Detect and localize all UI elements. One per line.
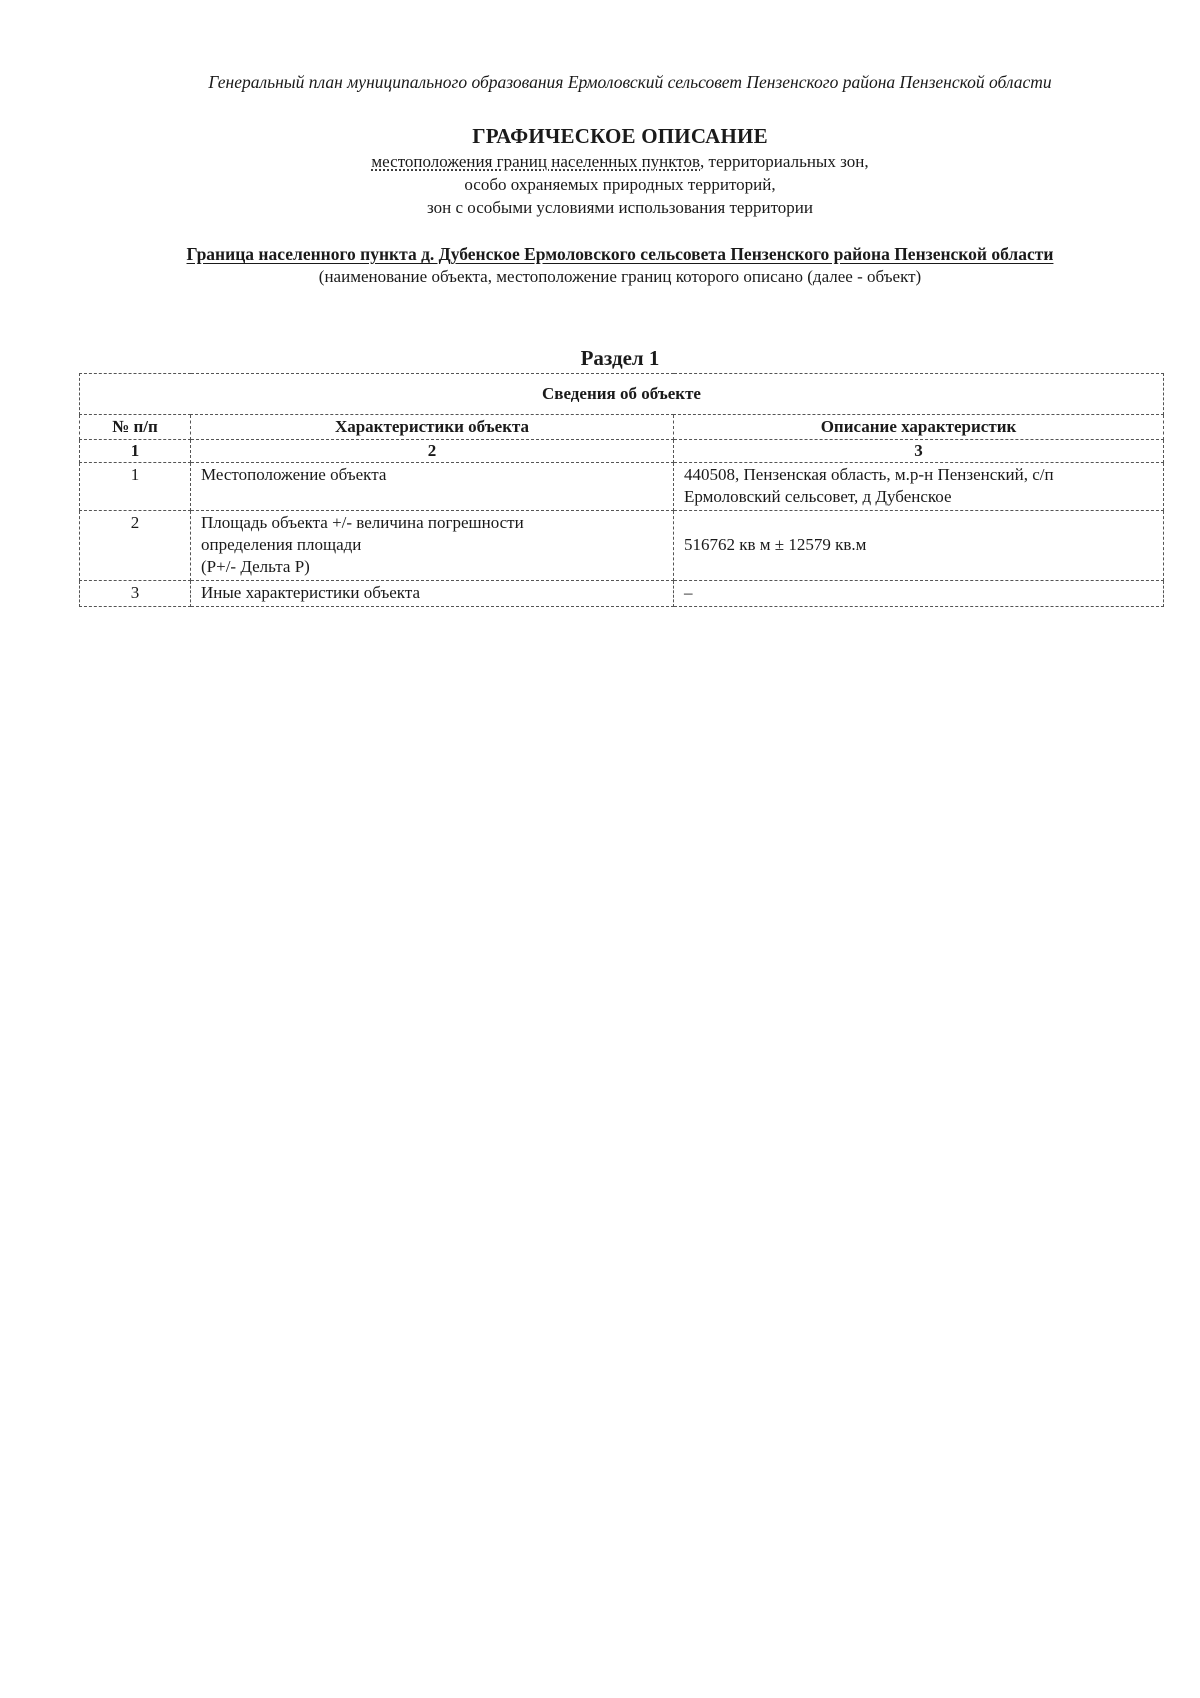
column-header-description: Описание характеристик (674, 415, 1164, 440)
column-number-3: 3 (674, 440, 1164, 463)
row-number: 2 (80, 511, 191, 581)
row-characteristic-line: (Р+/- Дельта Р) (201, 557, 310, 576)
title-block (100, 122, 1140, 219)
table-header-row (80, 415, 1164, 440)
row-characteristic-line: Площадь объекта +/- величина погрешности (201, 513, 524, 532)
table-row (80, 511, 1164, 581)
object-name: Граница населенного пункта д. Дубенское Ермоловского сельсовета Пензенского района Пензенской области (186, 244, 1054, 264)
subtitle-underlined-phrase: местоположения границ населенных пунктов (371, 152, 701, 171)
section-title: Раздел 1 (580, 346, 660, 370)
row-characteristic (191, 511, 674, 581)
column-number-1: 1 (80, 440, 191, 463)
row-characteristic-line: определения площади (201, 535, 362, 554)
table-caption: Сведения об объекте (80, 374, 1164, 415)
table-column-numbers-row (80, 440, 1164, 463)
row-description-line: Ермоловский сельсовет, д Дубенское (684, 487, 952, 506)
column-number-2: 2 (191, 440, 674, 463)
subtitle-line-1 (100, 150, 1140, 173)
row-characteristic: Местоположение объекта (191, 463, 674, 511)
object-info-table (79, 373, 1164, 607)
table-row (80, 581, 1164, 607)
row-description: 516762 кв м ± 12579 кв.м (674, 511, 1164, 581)
table-caption-row (80, 374, 1164, 415)
column-header-number: № п/п (80, 415, 191, 440)
row-description: – (674, 581, 1164, 607)
row-number: 3 (80, 581, 191, 607)
row-description (674, 463, 1164, 511)
document-title: ГРАФИЧЕСКОЕ ОПИСАНИЕ (472, 124, 768, 148)
object-caption: (наименование объекта, местоположение границ которого описано (далее - объект) (318, 267, 922, 286)
row-characteristic: Иные характеристики объекта (191, 581, 674, 607)
column-header-characteristic: Характеристики объекта (191, 415, 674, 440)
subtitle-line-1-rest: , территориальных зон, (700, 152, 869, 171)
table-row (80, 463, 1164, 511)
row-description-line: 440508, Пензенская область, м.р-н Пензенский, с/п (684, 465, 1054, 484)
subtitle-line-2: особо охраняемых природных территорий, (464, 175, 776, 194)
row-number: 1 (80, 463, 191, 511)
running-header: Генеральный план муниципального образования Ермоловский сельсовет Пензенского района Пензенской области (208, 72, 1052, 92)
subtitle-line-3: зон с особыми условиями использования территории (427, 198, 813, 217)
